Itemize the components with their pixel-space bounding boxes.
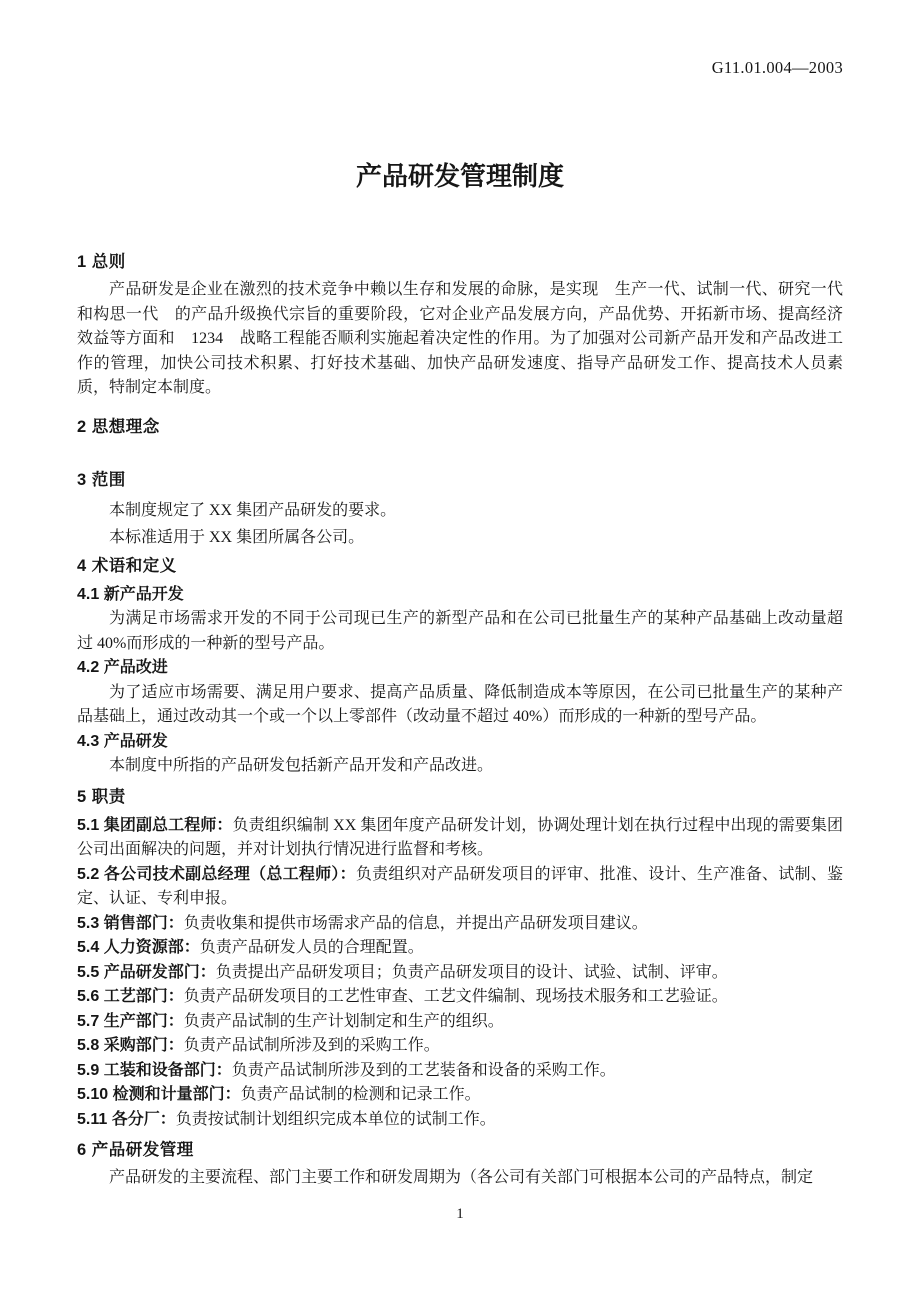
- term-subheading: 4.3 产品研发: [77, 732, 168, 750]
- duty-item: [77, 863, 843, 912]
- duty-item: [77, 961, 843, 986]
- paragraph-general: 产品研发是企业在激烈的技术竞争中赖以生存和发展的命脉，是实现 生产一代、试制一代、研究一代和构思一代 的产品升级换代宗旨的重要阶段，它对企业产品发展方向，产品优势、开拓新市场、提高经济效益等方面和 1234 战略工程能否顺利实施起着决定性的作用。为了加强对公司新产品开发和产品改进工作的管理，加快公司技术积累、打好技术基础、加快产品研发速度、指导产品研发工作、提高技术人员素质，特制定本制度。: [77, 281, 843, 396]
- duty-label: 5.9 工装和设备部门：: [77, 1061, 232, 1079]
- duty-label: 5.11 各分厂：: [77, 1110, 176, 1128]
- duty-item: [77, 1010, 843, 1035]
- section-duties: [77, 787, 843, 1133]
- section-heading-general: 1 总则: [77, 253, 126, 271]
- duty-item: [77, 1034, 843, 1059]
- duty-item: [77, 1108, 843, 1133]
- scope-line: 本制度规定了 XX 集团产品研发的要求。: [109, 501, 397, 519]
- duty-label: 5.1 集团副总工程师：: [77, 816, 233, 834]
- duty-label: 5.8 采购部门：: [77, 1037, 184, 1054]
- duty-text: 负责产品试制的检测和记录工作。: [240, 1086, 481, 1103]
- duty-item: [77, 1059, 843, 1084]
- doc-number: G11.01.004—2003: [711, 58, 843, 77]
- duty-text: 负责提出产品研发项目；负责产品研发项目的设计、试验、试制、评审。: [215, 963, 728, 981]
- duty-text: 负责产品试制的生产计划制定和生产的组织。: [183, 1012, 504, 1030]
- duty-label: 5.3 销售部门：: [77, 914, 184, 932]
- duty-item: [77, 985, 843, 1010]
- duty-text: 负责按试制计划组织完成本单位的试制工作。: [175, 1110, 496, 1128]
- duty-item: [77, 936, 843, 961]
- term-item: [77, 656, 843, 730]
- duty-label: 5.6 工艺部门：: [77, 988, 184, 1005]
- duty-label: 5.7 生产部门：: [77, 1012, 184, 1030]
- page-number: 1: [456, 1206, 464, 1222]
- duty-text: 负责组织对产品研发项目的评审、批准、设计、生产准备、试制、鉴定、认证、专利申报。: [77, 865, 843, 907]
- section-scope: [77, 470, 843, 551]
- duty-text: 负责产品研发人员的合理配置。: [199, 939, 424, 956]
- duties-list: [77, 814, 843, 1133]
- term-subheading: 4.1 新产品开发: [77, 585, 184, 603]
- duty-item: [77, 912, 843, 937]
- term-paragraph: 为了适应市场需要、满足用户要求、提高产品质量、降低制造成本等原因，在公司已批量生产的某种产品基础上，通过改动其一个或一个以上零部件（改动量不超过 40%）而形成的一种新的型号产品。: [77, 683, 843, 725]
- term-paragraph: 为满足市场需求开发的不同于公司现已生产的新型产品和在公司已批量生产的某种产品基础上改动量超过 40%而形成的一种新的型号产品。: [77, 610, 843, 652]
- duty-label: 5.2 各公司技术副总经理（总工程师）：: [77, 865, 356, 883]
- page-title: 产品研发管理制度: [355, 161, 564, 191]
- section-heading-terms: 4 术语和定义: [77, 556, 177, 575]
- duty-item: [77, 814, 843, 863]
- term-item: [77, 730, 843, 779]
- duty-text: 负责收集和提供市场需求产品的信息，并提出产品研发项目建议。: [183, 914, 648, 932]
- section-terms: [77, 556, 843, 779]
- duty-text: 负责产品试制所涉及到的工艺装备和设备的采购工作。: [231, 1061, 616, 1079]
- paragraph-management: 产品研发的主要流程、部门主要工作和研发周期为（各公司有关部门可根据本公司的产品特点，制定: [109, 1169, 814, 1186]
- section-heading-philosophy: 2 思想理念: [77, 417, 160, 436]
- term-paragraph: 本制度中所指的产品研发包括新产品开发和产品改进。: [109, 757, 494, 774]
- section-general: [77, 252, 843, 401]
- terms-list: [77, 583, 843, 779]
- term-item: [77, 583, 843, 657]
- duty-label: 5.4 人力资源部：: [77, 939, 200, 956]
- duty-text: 负责产品研发项目的工艺性审查、工艺文件编制、现场技术服务和工艺验证。: [183, 988, 728, 1005]
- term-subheading: 4.2 产品改进: [77, 659, 168, 676]
- section-heading-duties: 5 职责: [77, 787, 126, 806]
- section-management: [77, 1140, 843, 1191]
- section-heading-management: 6 产品研发管理: [77, 1141, 194, 1159]
- section-heading-scope: 3 范围: [77, 470, 126, 489]
- duty-text: 负责组织编制 XX 集团年度产品研发计划，协调处理计划在执行过程中出现的需要集团公司出面解决的问题，并对计划执行情况进行监督和考核。: [77, 816, 843, 858]
- section-philosophy: [77, 417, 843, 437]
- scope-lines: [77, 497, 843, 551]
- duty-item: [77, 1083, 843, 1108]
- duty-label: 5.5 产品研发部门：: [77, 963, 216, 981]
- scope-line: 本标准适用于 XX 集团所属各公司。: [109, 528, 365, 546]
- duty-text: 负责产品试制所涉及到的采购工作。: [183, 1037, 440, 1054]
- duty-label: 5.10 检测和计量部门：: [77, 1086, 241, 1103]
